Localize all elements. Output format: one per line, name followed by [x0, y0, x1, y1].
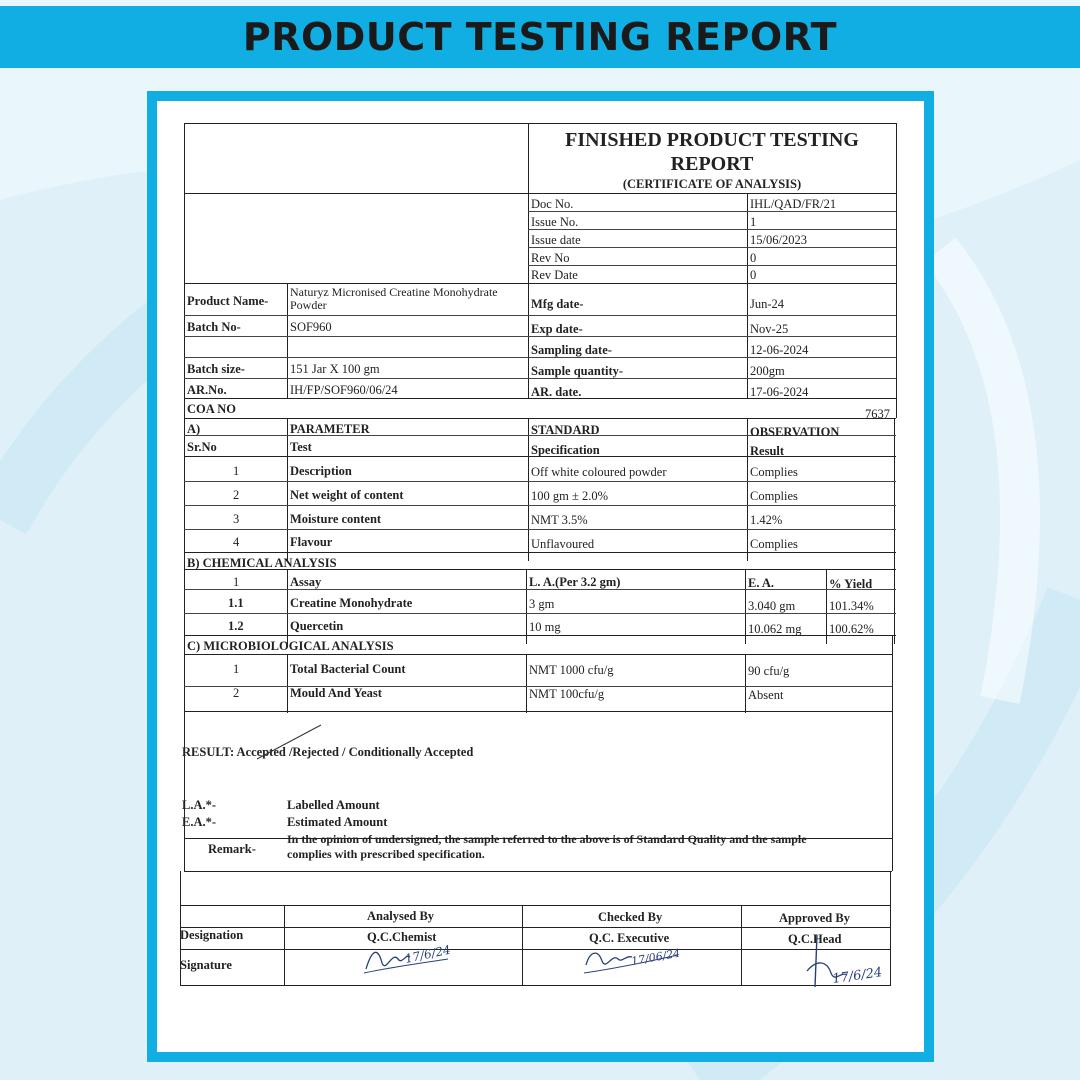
table-row-a3-test: Moisture content — [290, 512, 382, 526]
tick-mark-icon — [255, 723, 325, 763]
mfg-date-label: Mfg date- — [531, 297, 584, 311]
table-row-c1-result: 90 cfu/g — [748, 664, 790, 678]
designation-label: Designation — [180, 928, 244, 942]
doc-no-label: Doc No. — [531, 197, 574, 211]
la-full: Labelled Amount — [287, 798, 380, 812]
coa-no-value: 7637 — [865, 407, 890, 421]
table-row-b2-test: Quercetin — [290, 619, 344, 633]
sampling-date-value: 12-06-2024 — [750, 343, 809, 357]
sr-no-head: Sr.No — [187, 440, 217, 454]
signature-label: Signature — [180, 958, 232, 972]
ar-date-label: AR. date. — [531, 385, 582, 399]
svg-text:17/6/24: 17/6/24 — [831, 965, 884, 987]
table-row-c2-test: Mould And Yeast — [290, 686, 382, 700]
table-row-b2-ea: 10.062 mg — [748, 622, 802, 636]
table-row-c2-spec: NMT 100cfu/g — [529, 687, 605, 701]
coa-no-label: COA NO — [187, 402, 236, 416]
chemist-signature — [362, 939, 452, 979]
batch-size-value: 151 Jar X 100 gm — [290, 362, 380, 376]
table-row-a2-test: Net weight of content — [290, 488, 404, 502]
approved-by-head: Approved By — [779, 911, 850, 925]
svg-text:17/6/24: 17/6/24 — [403, 942, 452, 966]
checked-by-head: Checked By — [598, 910, 663, 924]
page-title: PRODUCT TESTING REPORT — [242, 15, 838, 59]
table-row-b1-la: 3 gm — [529, 597, 555, 611]
product-name-value: Naturyz Micronised Creatine Monohydrate Powder — [290, 285, 498, 312]
table-row-b1-yield: 101.34% — [829, 599, 874, 613]
report-frame — [147, 91, 934, 1062]
qc-chemist: Q.C.Chemist — [367, 930, 437, 944]
sample-qty-value: 200gm — [750, 364, 785, 378]
assay-head: Assay — [290, 575, 322, 589]
table-row-b2-la: 10 mg — [529, 620, 561, 634]
la-head: L. A.(Per 3.2 gm) — [529, 575, 621, 589]
yield-head: % Yield — [829, 577, 873, 591]
result-head: Result — [750, 444, 785, 458]
section-a-letter: A) — [187, 422, 201, 436]
table-row-c1-spec: NMT 1000 cfu/g — [529, 663, 614, 677]
table-row-a1-test: Description — [290, 464, 352, 478]
issue-date-label: Issue date — [531, 233, 581, 247]
executive-signature — [582, 943, 682, 979]
exp-date-value: Nov-25 — [750, 322, 789, 336]
doc-no-value: IHL/QAD/FR/21 — [750, 197, 837, 211]
head-signature — [797, 931, 897, 991]
table-row-b1-sr: 1.1 — [228, 596, 244, 610]
section-b-title: B) CHEMICAL ANALYSIS — [187, 556, 337, 570]
table-row-a1-result: Complies — [750, 465, 798, 479]
header-banner — [0, 6, 1080, 68]
table-row-b1-ea: 3.040 gm — [748, 599, 796, 613]
report-title: FINISHED PRODUCT TESTING REPORT — [565, 129, 859, 175]
table-row-a1-sr: 1 — [233, 464, 240, 478]
qc-head: Q.C.Head — [788, 932, 842, 946]
ea-full: Estimated Amount — [287, 815, 388, 829]
la-abbr: L.A.*- — [182, 798, 217, 812]
table-row-b2-sr: 1.2 — [228, 619, 244, 633]
ar-date-value: 17-06-2024 — [750, 385, 809, 399]
table-row-a4-sr: 4 — [233, 535, 240, 549]
table-row-a1-spec: Off white coloured powder — [531, 465, 667, 479]
specification-head: Specification — [531, 443, 600, 457]
rev-no-value: 0 — [750, 251, 757, 265]
result-line: RESULT: Accepted /Rejected / Conditionally Accepted — [182, 745, 474, 759]
issue-no-value: 1 — [750, 215, 757, 229]
table-row-a2-spec: 100 gm ± 2.0% — [531, 489, 608, 503]
table-row-a4-result: Complies — [750, 537, 798, 551]
ar-no-value: IH/FP/SOF960/06/24 — [290, 383, 398, 397]
ea-abbr: E.A.*- — [182, 815, 217, 829]
analysed-by-head: Analysed By — [367, 909, 435, 923]
issue-date-value: 15/06/2023 — [750, 233, 807, 247]
standard-head: STANDARD — [531, 423, 600, 437]
table-row-a4-test: Flavour — [290, 535, 333, 549]
assay-sr: 1 — [233, 575, 240, 589]
sample-qty-label: Sample quantity- — [531, 364, 624, 378]
table-row-a2-sr: 2 — [233, 488, 240, 502]
table-row-a3-spec: NMT 3.5% — [531, 513, 588, 527]
rev-date-value: 0 — [750, 268, 757, 282]
table-row-b2-yield: 100.62% — [829, 622, 874, 636]
table-row-b1-test: Creatine Monohydrate — [290, 596, 413, 610]
observation-head: OBSERVATION — [750, 425, 840, 439]
table-row-c2-result: Absent — [748, 688, 784, 702]
batch-no-label: Batch No- — [187, 320, 241, 334]
rev-no-label: Rev No — [531, 251, 570, 265]
report-document — [157, 101, 924, 1052]
report-subtitle: (CERTIFICATE OF ANALYSIS) — [622, 177, 802, 191]
section-c-title: C) MICROBIOLOGICAL ANALYSIS — [187, 639, 394, 653]
batch-size-label: Batch size- — [187, 362, 245, 376]
exp-date-label: Exp date- — [531, 322, 583, 336]
table-row-c1-test: Total Bacterial Count — [290, 662, 406, 676]
ea-head: E. A. — [748, 576, 775, 590]
table-row-a4-spec: Unflavoured — [531, 537, 595, 551]
remark-label: Remark- — [208, 842, 256, 856]
table-row-a3-sr: 3 — [233, 512, 240, 526]
svg-text:17/06/24: 17/06/24 — [630, 946, 682, 968]
test-head: Test — [290, 440, 312, 454]
table-row-c2-sr: 2 — [233, 686, 240, 700]
ar-no-label: AR.No. — [187, 383, 227, 397]
mfg-date-value: Jun-24 — [750, 297, 785, 311]
table-row-c1-sr: 1 — [233, 662, 240, 676]
remark-text: In the opinion of undersigned, the sample referred to the above is of Standard Quality and the sample complies with prescribed specification. — [287, 832, 807, 861]
product-name-label: Product Name- — [187, 294, 269, 308]
batch-no-value: SOF960 — [290, 320, 332, 334]
sampling-date-label: Sampling date- — [531, 343, 612, 357]
qc-executive: Q.C. Executive — [589, 931, 670, 945]
rev-date-label: Rev Date — [531, 268, 578, 282]
parameter-head: PARAMETER — [290, 422, 370, 436]
table-row-a3-result: 1.42% — [750, 513, 783, 527]
table-row-a2-result: Complies — [750, 489, 798, 503]
issue-no-label: Issue No. — [531, 215, 579, 229]
